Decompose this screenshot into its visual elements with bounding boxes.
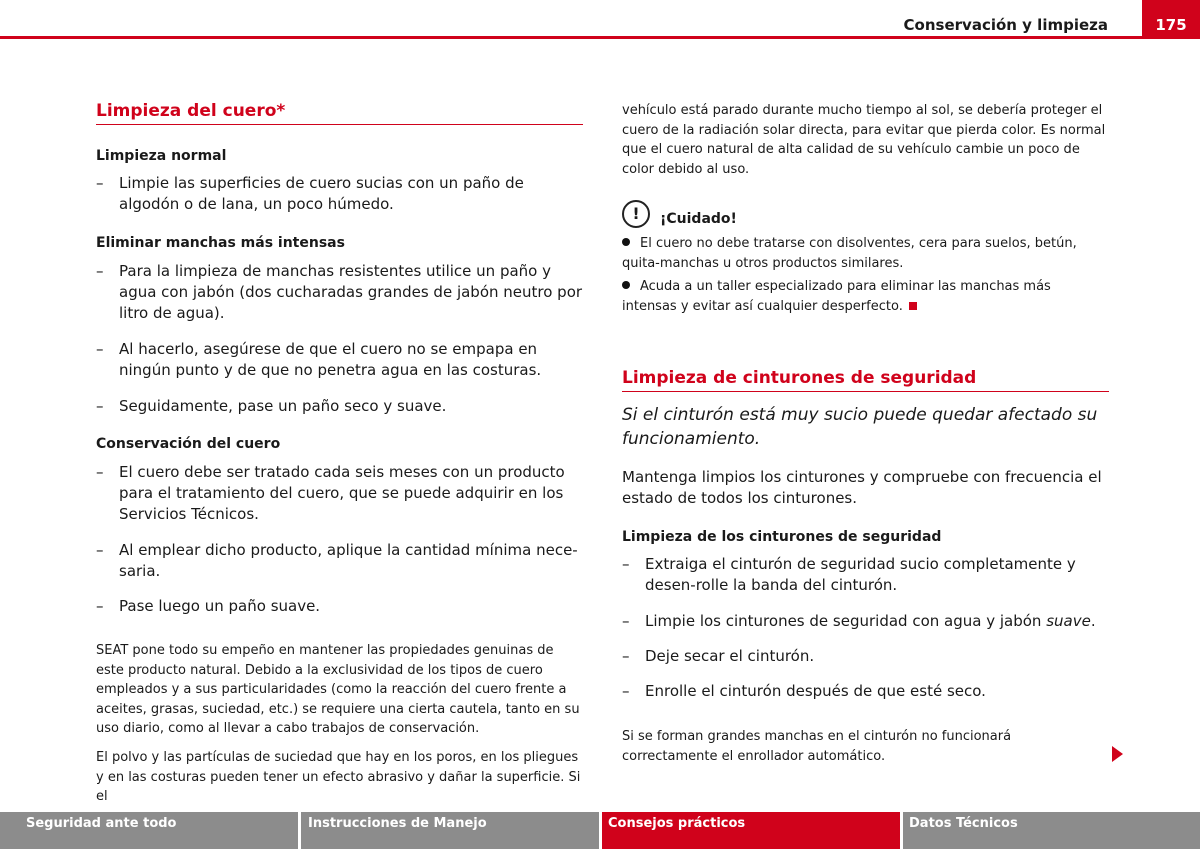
warning-item: El cuero no debe tratarse con disolventes, cera para suelos, betún, quita-manchas u otros productos similares. [622,236,1077,271]
nav-tab-practical-tips[interactable]: Consejos prácticos [602,812,900,849]
bullet-icon [622,281,630,289]
body-text: Mantenga limpios los cinturones y compruebe con frecuencia el estado de todos los cinturones. [622,468,1102,507]
subheading-stains: Eliminar manchas más intensas [96,235,345,251]
list-item: – Limpie los cinturones de seguridad con agua y jabón suave. [622,612,1096,630]
list-item: – El cuero debe ser tratado cada seis meses con un producto para el tratamiento del cuero, que se puede adquirir en los Servicios Técnicos. [96,463,565,523]
emphasis-soft: suave [1046,612,1091,630]
list-item: – Al hacerlo, asegúrese de que el cuero no se empapa en ningún punto y de que no penetra agua en las costuras. [96,340,542,379]
bullet-icon [622,238,630,246]
paragraph-dust: El polvo y las partículas de suciedad que hay en los poros, en los pliegues y en las costuras pueden tener un efecto abrasivo y dañar la superficie. Si el [96,750,581,804]
list-item: – Seguidamente, pase un paño seco y suave. [96,397,447,415]
warning-icon: ! [622,200,650,228]
next-page-arrow-icon [1112,746,1123,762]
section-title-leather: Limpieza del cuero* [96,101,583,125]
subheading-normal-cleaning: Limpieza normal [96,148,227,164]
subheading-conservation: Conservación del cuero [96,436,281,452]
warning-item: Acuda a un taller especializado para eliminar las manchas más intensas y evitar así cualquier desperfecto. [622,279,1051,314]
list-item: – Pase luego un paño suave. [96,597,321,615]
subheading-belt-cleaning: Limpieza de los cinturones de seguridad [622,529,942,545]
list-item: – Deje secar el cinturón. [622,647,815,665]
nav-tab-technical-data[interactable]: Datos Técnicos [903,812,1200,849]
header-rule [0,36,1200,39]
section-title-seatbelts: Limpieza de cinturones de seguridad [622,368,1109,392]
list-item: – Al emplear dicho producto, aplique la cantidad mínima nece-saria. [96,541,578,580]
list-item: – Para la limpieza de manchas resistentes utilice un paño y agua con jabón (dos cucharadas grandes de jabón neutro por litro de agua). [96,262,583,322]
lead-text: Si el cinturón está muy sucio puede quedar afectado su funcionamiento. [622,405,1098,449]
paragraph-continued: vehículo está parado durante mucho tiempo al sol, se debería proteger el cuero de la radiación solar directa, para evitar que pierda color. Es normal que el cuero natural de alta calidad de su vehículo cambie un poco de color debido al uso. [622,103,1106,177]
header-title: Conservación y limpieza [903,16,1108,34]
warning-title: ¡Cuidado! [660,211,737,227]
list-item: – Enrolle el cinturón después de que esté seco. [622,682,986,700]
list-item: – Limpie las superficies de cuero sucias con un paño de algodón o de lana, un poco húmedo. [96,174,524,213]
page-number: 175 [1142,0,1200,39]
paragraph-final: Si se forman grandes manchas en el cinturón no funcionará correctamente el enrollador automático. [622,729,1012,764]
end-of-section-icon [909,302,917,310]
nav-tab-safety[interactable]: Seguridad ante todo [0,812,298,849]
paragraph-seat: SEAT pone todo su empeño en mantener las propiedades genuinas de este producto natural. Debido a la exclusividad de los tipos de cuero empleados y a sus particularidades (como la reacción del cuero frente a aceites, grasas, suciedad, etc.) se requiere una cierta cautela, tanto en su uso diario, como al llevar a cabo trabajos de conservación. [96,643,580,736]
nav-tab-operation[interactable]: Instrucciones de Manejo [301,812,599,849]
list-item: – Extraiga el cinturón de seguridad sucio completamente y desen-rolle la banda del cinturón. [622,555,1076,594]
